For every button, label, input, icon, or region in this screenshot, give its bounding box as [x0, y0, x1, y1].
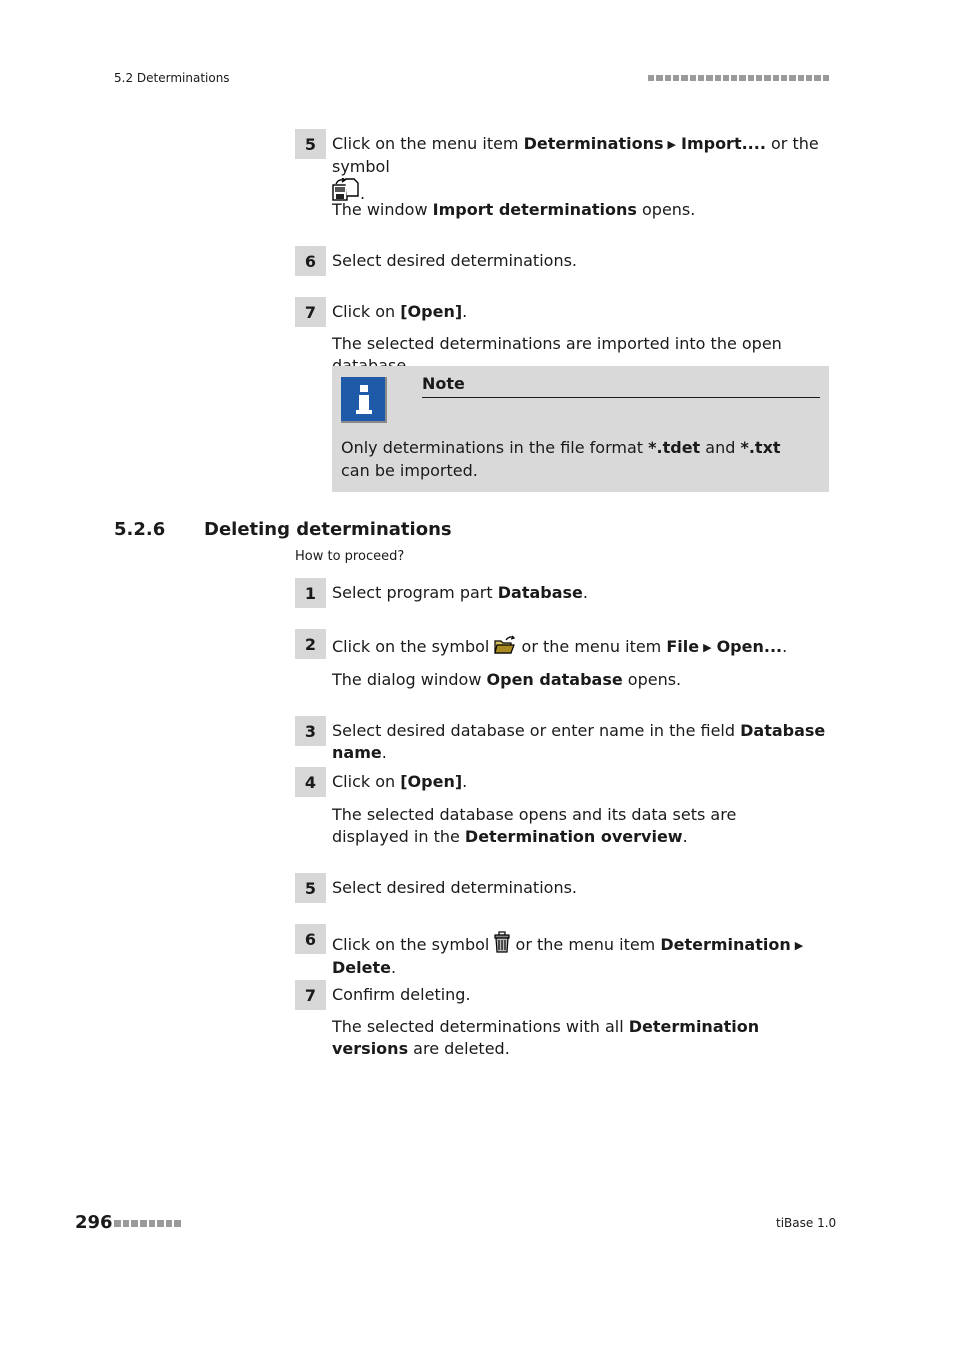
header-decoration-bars [648, 75, 829, 81]
step-text: Select desired database or enter name in the field Database name. [332, 721, 826, 762]
step-number: 5 [295, 873, 326, 903]
menu-arrow-icon: ▶ [667, 138, 676, 151]
how-to-proceed-label: How to proceed? [295, 549, 405, 564]
info-icon [341, 377, 387, 423]
step-text: Click on the symbol or the menu item Determination ▶Delete. [332, 931, 832, 979]
step-result: The selected determinations are imported into the open [332, 334, 782, 353]
step-number: 3 [295, 716, 326, 746]
step-text: Confirm deleting. [332, 985, 471, 1004]
note-box [332, 366, 829, 492]
step-text: Click on [Open]. [332, 302, 468, 321]
step-text: Click on the symbol or the menu item File ▶ Open.... [332, 635, 832, 659]
step-text: Select desired determinations. [332, 251, 577, 270]
step-result: The window Import determinations opens. [332, 200, 696, 219]
note-title: Note [422, 374, 465, 393]
trash-bin-icon [494, 931, 510, 953]
footer-decoration-bars [114, 1220, 181, 1227]
step-number: 1 [295, 578, 326, 608]
step-number: 7 [295, 980, 326, 1010]
step-number: 7 [295, 297, 326, 327]
step-text: Select program part Database. [332, 583, 588, 602]
step-number: 2 [295, 629, 326, 659]
note-text: Only determinations in the file format *.tdet and *.txt can be imported. [341, 438, 781, 480]
section-number: 5.2.6 [114, 519, 166, 540]
open-folder-icon [494, 635, 516, 655]
step-text: Select desired determinations. [332, 878, 577, 897]
step-text: Click on [Open]. [332, 772, 468, 791]
page-number: 296 [75, 1212, 113, 1233]
step-number: 4 [295, 767, 326, 797]
product-name: tiBase 1.0 [776, 1216, 837, 1230]
step-number: 6 [295, 246, 326, 276]
step-number: 6 [295, 924, 326, 954]
menu-arrow-icon: ▶ [703, 641, 712, 654]
step-result: The selected determinations with all Determination versions are deleted. [332, 1017, 760, 1058]
note-divider [422, 397, 820, 398]
step-number: 5 [295, 129, 326, 159]
step-text: Click on the menu item Determinations ▶ Import.... or the symbol . [332, 134, 819, 203]
section-title: Deleting determinations [204, 519, 452, 540]
step-result: The selected database opens and its data sets are displayed in the Determination overview. [332, 805, 737, 846]
step-result: The dialog window Open database opens. [332, 670, 682, 689]
menu-arrow-icon: ▶ [794, 939, 804, 952]
running-header-section: 5.2 Determinations [114, 71, 230, 85]
